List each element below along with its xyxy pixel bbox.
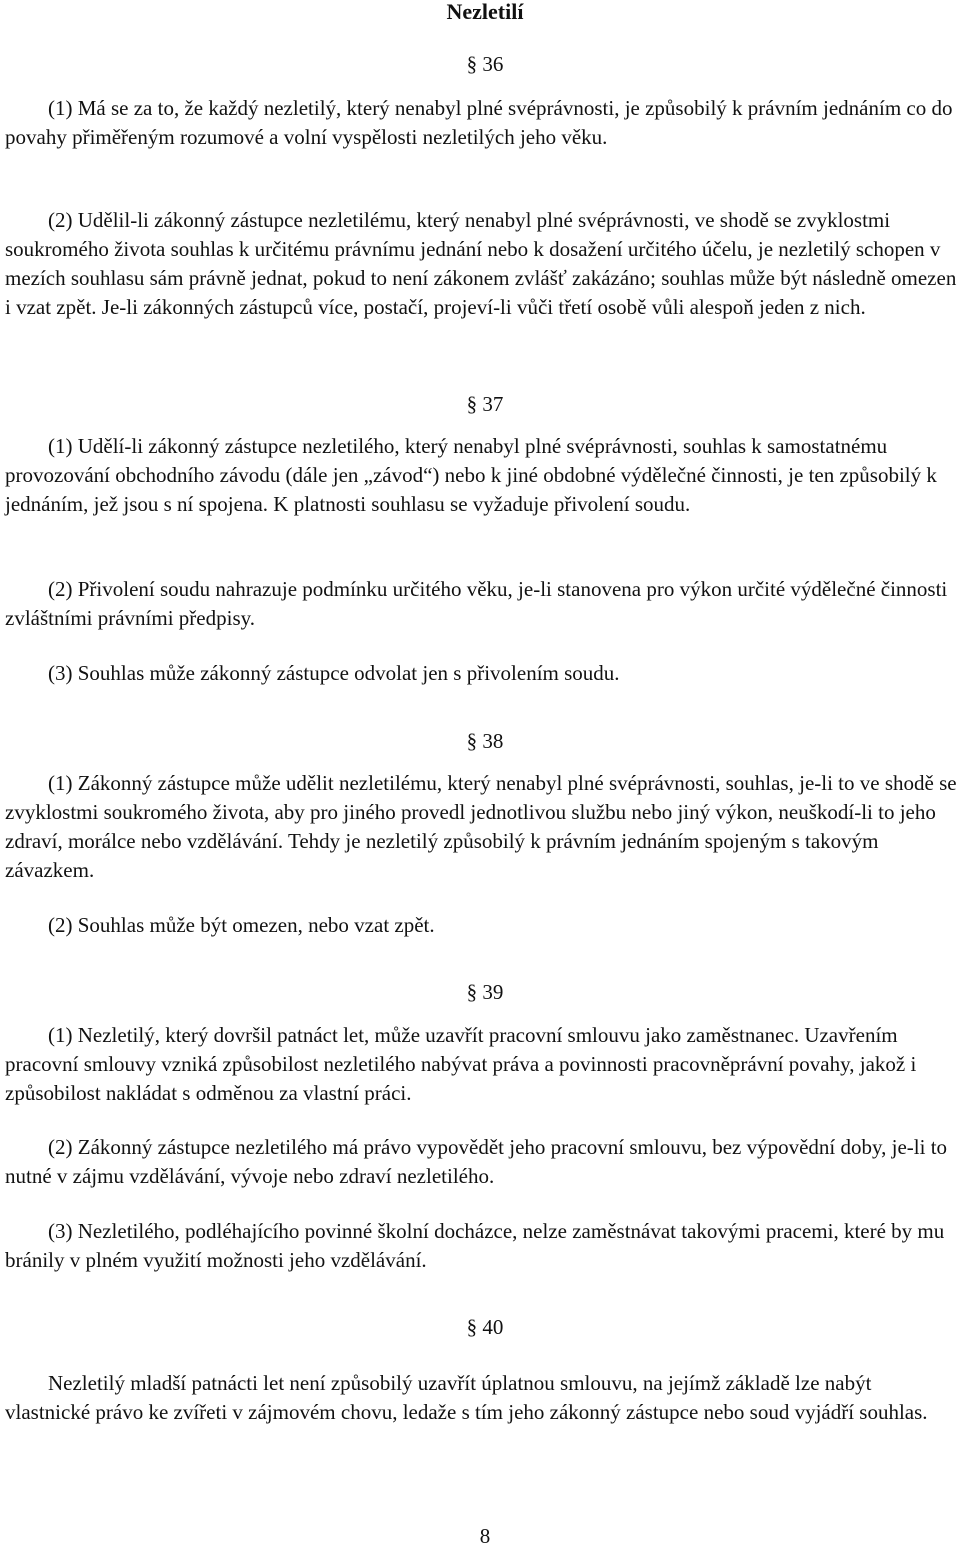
section-heading-40: § 40 <box>466 1315 504 1339</box>
paragraph-39-1: (1) Nezletilý, který dovršil patnáct let, může uzavřít pracovní smlouvu jako zaměstnanec. Uzavřením pracovní smlouvy vzniká způsobilost nezletilého nabývat práva a povinnosti pracovněprávní povahy, jakož i způsobilost nakládat s odměnou za vlastní práci. <box>5 1023 917 1105</box>
paragraph-37-3: (3) Souhlas může zákonný zástupce odvolat jen s přivolením soudu. <box>48 661 620 685</box>
section-heading-36: § 36 <box>466 52 504 76</box>
paragraph-40: Nezletilý mladší patnácti let není způsobilý uzavřít úplatnou smlouvu, na jejímž základě lze nabýt vlastnické právo ke zvířeti v zájmovém chovu, ledažе s tím jeho zákonný zástupce nebo soud vyjádří souhlas. <box>5 1371 928 1424</box>
page-title: Nezletilí <box>446 0 524 24</box>
paragraph-38-2: (2) Souhlas může být omezen, nebo vzat zpět. <box>48 913 435 937</box>
page-number: 8 <box>479 1524 491 1548</box>
paragraph-37-1: (1) Udělí-li zákonný zástupce nezletilého, který nenabyl plné svéprávnosti, souhlas k samostatnému provozování obchodního závodu (dále jen „závod“) nebo k jiné obdobné výdělečné činnosti, je ten způsobilý k jednáním, jež jsou s ní spojena. K platnosti souhlasu se vyžaduje přivolení soudu. <box>5 434 937 516</box>
section-heading-39: § 39 <box>466 980 504 1004</box>
section-heading-38: § 38 <box>466 729 504 753</box>
paragraph-37-2: (2) Přivolení soudu nahrazuje podmínku určitého věku, je-li stanovena pro výkon určité výdělečné činnosti zvláštními právními předpisy. <box>5 577 948 630</box>
paragraph-39-3: (3) Nezletilého, podléhajícího povinné školní docházce, nelze zaměstnávat takovými pracemi, které by mu bránily v plném využití možnosti jeho vzdělávání. <box>5 1219 945 1272</box>
paragraph-38-1: (1) Zákonný zástupce může udělit nezletilému, který nenabyl plné svéprávnosti, souhlas, je-li to ve shodě se zvyklostmi soukromého života, aby pro jiného provedl jednotlivou službu nebo jiný výkon, neuškodí-li to jeho zdraví, morálce nebo vzdělávání. Tehdy je nezletilý způsobilý k právním jednáním spojeným s takovým závazkem. <box>5 771 957 882</box>
paragraph-36-2: (2) Udělil-li zákonný zástupce nezletilému, který nenabyl plné svéprávnosti, ve shodě se zvyklostmi soukromého života souhlas k určitému právnímu jednání nebo k dosažení určitého účelu, je nezletilý schopen v mezích souhlasu sám právně jednat, pokud to není zákonem zvlášť zakázáno; souhlas může být následně omezen i vzat zpět. Je-li zákonných zástupců více, postačí, projeví-li vůči třetí osobě vůli alespoň jeden z nich. <box>5 208 957 319</box>
paragraph-36-1: (1) Má se za to, že každý nezletilý, který nenabyl plné svéprávnosti, je způsobilý k právním jednáním co do povahy přiměřeným rozumové a volní vyspělosti nezletilých jeho věku. <box>5 96 953 149</box>
section-heading-37: § 37 <box>466 392 504 416</box>
paragraph-39-2: (2) Zákonný zástupce nezletilého má právo vypovědět jeho pracovní smlouvu, bez výpovědní doby, je-li to nutné v zájmu vzdělávání, vývoje nebo zdraví nezletilého. <box>5 1135 948 1188</box>
